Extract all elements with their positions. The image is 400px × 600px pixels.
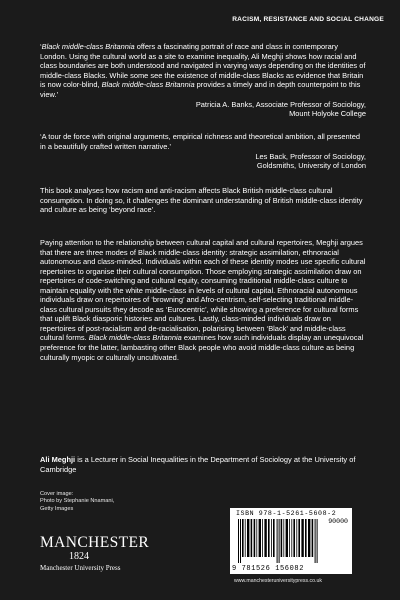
author-name: Ali Meghji	[40, 455, 76, 464]
praise-attribution	[40, 152, 366, 171]
publisher-name: MANCHESTER	[40, 534, 150, 551]
text-run: offers a fascinating portrait of race and class in contemporary London. Using the cultural world as a site to examine inequality, Ali Meghji shows how racial and class boundaries are both understood and navigated in varying ways depending on the identities of middle-class Blacks. While some see the existence of middle-class Blacks as evidence that Britain is now color-blind,	[40, 42, 366, 90]
barcode-bar	[301, 519, 303, 557]
barcode-bar	[286, 519, 288, 557]
text-run: ‘	[40, 42, 42, 51]
barcode-bar	[317, 519, 318, 563]
attribution-line: Mount Holyoke College	[289, 109, 366, 119]
italic-title-text: Black middle-class Britannia	[41, 42, 135, 51]
attribution-line: Goldsmiths, University of London	[256, 161, 366, 171]
barcode-bar	[296, 519, 297, 557]
italic-title-text: Black middle-class Britannia	[88, 333, 182, 343]
barcode-bar	[283, 519, 284, 557]
praise-attribution	[40, 100, 366, 119]
text-run: provides a timely and in depth counterpoint to this view.’	[40, 80, 361, 99]
barcode-bar	[312, 519, 314, 557]
barcode-bar	[251, 519, 253, 557]
barcode-bar	[240, 519, 241, 563]
series-title: RACISM, RESISTANCE AND SOCIAL CHANGE	[232, 16, 384, 23]
ean-digits: 9 781526 156082	[232, 565, 305, 573]
author-bio	[40, 455, 366, 474]
isbn-barcode	[230, 508, 352, 574]
barcode-bar	[298, 519, 300, 557]
publisher-subtitle: Manchester University Press	[40, 564, 121, 572]
barcode-bar	[315, 519, 316, 563]
credit-line: Getty Images	[40, 505, 74, 512]
barcode-bars	[236, 519, 318, 563]
barcode-bar	[259, 519, 261, 557]
barcode-bar	[289, 519, 290, 557]
attribution-line: Les Back, Professor of Sociology,	[255, 151, 366, 161]
cover-image-credit	[40, 491, 160, 513]
barcode-bar	[247, 519, 249, 557]
italic-title-text: Black middle-class Britannia	[101, 80, 195, 90]
credit-line: Cover image:	[40, 491, 74, 497]
attribution-line: Patricia A. Banks, Associate Professor of Sociology,	[195, 99, 366, 109]
praise-quote-text	[40, 132, 360, 151]
barcode-bar	[242, 519, 244, 557]
publisher-year: 1824	[69, 551, 89, 562]
text-run: Paying attention to the relationship between cultural capital and cultural repertoires, Meghji argues that there are three modes of Black middle-class identity: strategic assimilation, ethnoracial autonomous and class-minded. Individuals within each of these identity modes use specific cultural repertoires to organise their cultural consumption. Those employing strategic assimilation draw on repertoires of code-switching and cultural equity, consuming traditional middle-class culture to maintain equality with the white middle-class in levels of cultural capital. Ethnoracial autonomous individuals draw on repertoires of ‘browning’ and Afro-centrism, self-selecting traditional middle-class cultural pursuits they decode as ‘Eurocentric’, while showing a preference for cultural forms that uplift Black diasporic histories and cultures. Lastly, class-minded individuals draw on repertoires of post-racialism and de-racialisation, polarising between ‘Black’ and middle-class cultural forms.	[40, 238, 366, 343]
barcode-bar	[264, 519, 266, 557]
barcode-bar	[256, 519, 257, 557]
credit-line: Photo by Stephanie Nnamani,	[40, 498, 115, 505]
text-run: ‘A tour de force with original arguments, empirical richness and theoretical ambition, all presented in a beautifully crafted written narrative.’	[40, 132, 360, 151]
barcode-bar	[281, 519, 283, 557]
praise-quote-text	[40, 42, 365, 99]
publisher-logo	[40, 535, 150, 572]
praise-quote-back	[40, 132, 366, 171]
publisher-website[interactable]: www.manchesteruniversitypress.co.uk	[234, 578, 322, 584]
intro-paragraph: This book analyses how racism and anti-racism affects Black British middle-class cultural consumption. In doing so, it challenges the dominant understanding of British middle-class identity and culture as being ‘beyond race’.	[40, 186, 363, 215]
description-paragraph	[40, 238, 366, 362]
barcode-bar	[291, 519, 292, 557]
text-run: examines how such individuals display an unequivocal preference for the latter, lambasting other Black people who avoid middle-class culture as being culturally myopic or culturally uncultivated.	[40, 333, 364, 362]
barcode-bar	[245, 519, 246, 557]
barcode-bar	[268, 519, 270, 557]
barcode-bar	[254, 519, 256, 557]
praise-quote-banks	[40, 42, 366, 119]
isbn-label: ISBN 978-1-5261-5608-2	[236, 510, 337, 517]
barcode-bar	[277, 519, 278, 563]
barcode-bar	[279, 519, 280, 563]
barcode-bar	[305, 519, 307, 557]
barcode-bar	[262, 519, 263, 557]
barcode-bar	[238, 519, 239, 563]
author-bio-text: is a Lecturer in Social Inequalities in the Department of Sociology at the University of Cambridge	[40, 455, 356, 474]
barcode-bar	[271, 519, 272, 557]
price-code: 90000	[328, 518, 348, 525]
barcode-bar	[273, 519, 275, 557]
barcode-bar	[293, 519, 295, 557]
barcode-bar	[308, 519, 310, 557]
